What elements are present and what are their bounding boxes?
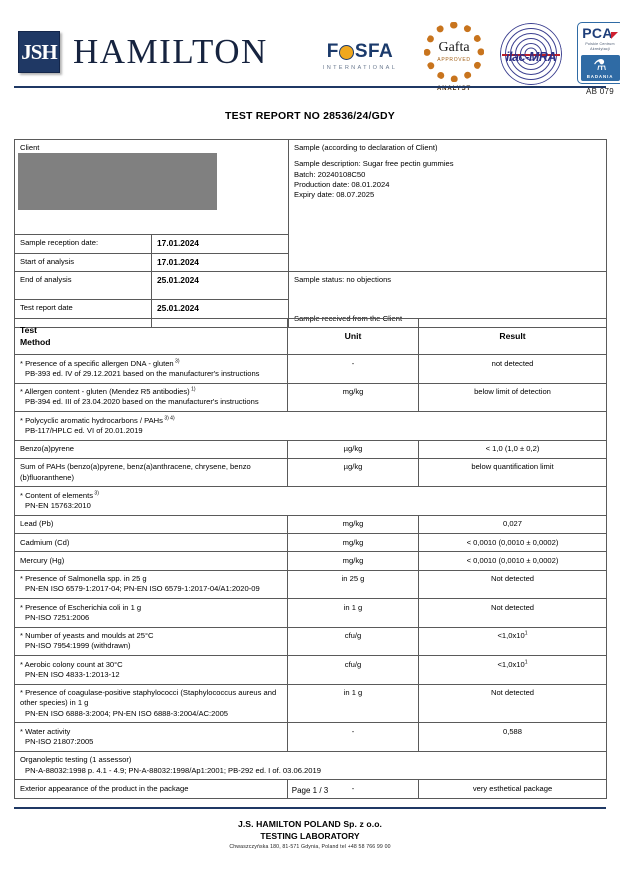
unit-cell: mg/kg: [288, 552, 419, 570]
table-row: [15, 534, 607, 552]
test-name: * Aerobic colony count at 30°C: [20, 659, 123, 669]
unit-cell: -: [288, 723, 419, 752]
sample-status: Sample status: no objections: [294, 274, 392, 284]
test-name: * Water activity: [20, 726, 71, 736]
result-cell: not detected: [419, 355, 607, 384]
fosfa-subtitle: INTERNATIONAL: [322, 65, 398, 71]
date-value-start: 17.01.2024: [152, 253, 289, 271]
table-row: [15, 627, 607, 656]
test-method: PN-ISO 7954:1999 (withdrawn): [25, 641, 131, 651]
unit-cell: mg/kg: [288, 534, 419, 552]
test-method: PN-A-88032:1998 p. 4.1 - 4.9; PN-A-88032:1998/Ap1:2001; PB-292 ed. I of. 03.06.2019: [25, 765, 321, 775]
pca-logo: [570, 22, 620, 96]
table-row: [15, 355, 607, 384]
test-method-cell: [15, 355, 288, 384]
sample-production-date: Production date: 08.01.2024: [294, 179, 390, 189]
jsh-monogram-icon: JSH: [18, 31, 60, 73]
test-name: * Polycyclic aromatic hydrocarbons / PAHs $^{3) 4)}$: [20, 415, 175, 425]
result-cell: < 0,0010 (0,0010 ± 0,0002): [419, 534, 607, 552]
date-row-end: [15, 271, 607, 299]
table-row: [15, 487, 607, 516]
unit-cell: -: [288, 780, 419, 798]
hamilton-logo: [18, 31, 268, 73]
result-cell: Not detected: [419, 684, 607, 723]
date-label-reception: Sample reception date:: [15, 235, 152, 253]
unit-cell: mg/kg: [288, 383, 419, 412]
globe-icon: [339, 45, 354, 60]
gafta-seal-icon: [424, 22, 484, 82]
unit-cell: µg/kg: [288, 458, 419, 487]
gafta-approved-label: APPROVED: [437, 57, 471, 63]
date-value-reception: 17.01.2024: [152, 235, 289, 253]
footnote-marker: 3) 4): [162, 415, 175, 422]
sample-cell: [289, 140, 607, 272]
test-method: PN-EN 15763:2010: [25, 501, 91, 511]
result-cell: $<1,0x10^1$: [419, 627, 607, 656]
date-label-start: Start of analysis: [15, 253, 152, 271]
sample-expiry-date: Expiry date: 08.07.2025: [294, 190, 375, 199]
test-method: PB-394 ed. III of 23.04.2020 based on the manufacturer's instructions: [25, 397, 259, 407]
result-cell: 0,588: [419, 723, 607, 752]
test-method-cell: [15, 440, 288, 458]
unit-cell: -: [288, 355, 419, 384]
test-method: PN-ISO 7251:2006: [25, 612, 90, 622]
gafta-logo: [418, 22, 490, 92]
unit-cell: in 25 g: [288, 570, 419, 599]
header-method-label: Method: [20, 336, 51, 347]
footer-divider: [14, 807, 606, 809]
test-name: Exterior appearance of the product in the package: [20, 783, 189, 793]
test-group-heading-cell: [15, 412, 607, 441]
test-method: PN-ISO 21807:2005: [25, 737, 94, 747]
header-test-method: [15, 319, 288, 355]
ilac-text: ilac-MRA: [505, 50, 557, 65]
result-cell: Not detected: [419, 570, 607, 599]
test-name: Benzo(a)pyrene: [20, 444, 75, 454]
header-divider: [14, 86, 606, 88]
fosfa-name-prefix: F: [326, 41, 339, 62]
client-sample-table: [14, 139, 607, 328]
unit-cell: in 1 g: [288, 684, 419, 723]
test-group-heading-cell: [15, 487, 607, 516]
header-result: Result: [419, 319, 607, 355]
test-name: * Presence of coagulase-positive staphylococci (Staphylococcus aureus and other species) in 1 g: [20, 688, 277, 708]
table-row: [15, 552, 607, 570]
date-value-end: 25.01.2024: [152, 271, 289, 299]
result-cell: below limit of detection: [419, 383, 607, 412]
brand-name: HAMILTON: [73, 32, 268, 71]
table-row: [15, 656, 607, 685]
pca-subtitle: Polskie Centrum Akredytacji: [585, 42, 615, 51]
unit-cell: µg/kg: [288, 440, 419, 458]
sample-batch: Batch: 20240108C50: [294, 169, 366, 179]
sample-heading: Sample (according to declaration of Client): [294, 143, 438, 152]
certification-logos: [312, 22, 615, 104]
result-cell: < 0,0010 (0,0010 ± 0,0002): [419, 552, 607, 570]
flask-icon: ⚗: [593, 56, 607, 74]
test-group-heading-cell: [15, 751, 607, 780]
test-method: PB-117/HPLC ed. VI of 20.01.2019: [25, 425, 143, 435]
test-name: Mercury (Hg): [20, 555, 65, 565]
result-cell: $<1,0x10^1$: [419, 656, 607, 685]
footnote-marker: 3): [173, 358, 180, 365]
client-details-redaction: [18, 153, 217, 210]
test-name: * Presence of Escherichia coli in 1 g: [20, 602, 142, 612]
table-row: [15, 458, 607, 487]
test-method-cell: [15, 627, 288, 656]
test-name: * Number of yeasts and moulds at 25°C: [20, 631, 154, 641]
gafta-analyst-label: ANALYST: [436, 86, 472, 92]
test-method-cell: [15, 458, 288, 487]
document-header: [0, 0, 620, 104]
result-exponent: 1: [524, 659, 528, 666]
table-row: [15, 723, 607, 752]
result-cell: Not detected: [419, 599, 607, 628]
document-footer: [0, 819, 620, 850]
unit-cell: cfu/g: [288, 656, 419, 685]
table-row: [15, 570, 607, 599]
pca-badania-label: BADANIA: [586, 73, 614, 79]
pca-red-accent-icon: [611, 32, 618, 39]
header-unit: Unit: [288, 319, 419, 355]
footer-lab-name: TESTING LABORATORY: [260, 831, 360, 841]
table-row: [15, 383, 607, 412]
date-label-report: Test report date: [15, 300, 152, 328]
page-number: Page 1 / 3: [291, 786, 329, 795]
test-name: * Presence of a specific allergen DNA - gluten $^{3)}$: [20, 358, 180, 368]
sample-description: Sample description: Sugar free pectin gummies: [294, 159, 454, 169]
test-method-cell: [15, 723, 288, 752]
pca-acronym: PCA: [582, 25, 613, 41]
pca-badge: [577, 22, 620, 84]
unit-cell: mg/kg: [288, 515, 419, 533]
pca-accreditation-code: AB 079: [585, 86, 615, 96]
test-name: * Allergen content - gluten (Mendez R5 antibodies) $^{1)}$: [20, 386, 196, 397]
date-label-end: End of analysis: [15, 271, 152, 299]
unit-cell: in 1 g: [288, 599, 419, 628]
footnote-marker: 1): [189, 386, 196, 393]
table-row: [15, 599, 607, 628]
ilac-mra-logo: [498, 23, 564, 85]
result-cell: 0,027: [419, 515, 607, 533]
fosfa-logo: [312, 42, 408, 71]
header-test-label: Test: [20, 325, 38, 335]
test-method-cell: [15, 656, 288, 685]
results-header-row: [15, 319, 607, 355]
table-row: [15, 751, 607, 780]
table-row: [15, 440, 607, 458]
table-row: [15, 412, 607, 441]
results-table: [14, 318, 607, 799]
result-cell: very esthetical package: [419, 780, 607, 798]
ilac-circle-icon: [500, 23, 562, 85]
test-method-cell: [15, 599, 288, 628]
test-method-cell: [15, 684, 288, 723]
page-title: TEST REPORT NO 28536/24/GDY: [225, 110, 395, 122]
table-row: [15, 684, 607, 723]
client-label: Client: [20, 143, 40, 152]
test-name: Sum of PAHs (benzo(a)pyrene, benz(a)anthracene, chrysene, benzo (b)fluoranthene): [20, 462, 251, 482]
test-name: Organoleptic testing (1 assessor): [20, 755, 132, 765]
test-method: PN-EN ISO 6888-3:2004; PN-EN ISO 6888-3:2004/AC:2005: [25, 708, 229, 718]
test-method-cell: [15, 570, 288, 599]
client-cell: [15, 140, 289, 235]
test-name: * Content of elements $^{3)}$: [20, 490, 99, 500]
test-method: PN-EN ISO 6579-1:2017-04; PN-EN ISO 6579-1:2017-04/A1:2020-09: [25, 584, 260, 594]
test-name: Lead (Pb): [20, 519, 54, 529]
gafta-name: Gafta: [438, 40, 470, 55]
footnote-marker: 3): [93, 490, 99, 497]
result-exponent: 1: [524, 630, 528, 637]
unit-cell: cfu/g: [288, 627, 419, 656]
fosfa-name-suffix: SFA: [354, 41, 394, 62]
table-row: [15, 515, 607, 533]
date-value-report: 25.01.2024: [152, 300, 289, 328]
test-method-cell: [15, 383, 288, 412]
test-name: Cadmium (Cd): [20, 537, 70, 547]
footer-company-name: J.S. HAMILTON POLAND Sp. z o.o.: [237, 819, 383, 829]
test-method-cell: [15, 515, 288, 533]
test-method: PN-EN ISO 4833-1:2013-12: [25, 669, 120, 679]
result-cell: below quantification limit: [419, 458, 607, 487]
client-sample-row: [15, 140, 607, 235]
result-cell: < 1,0 (1,0 ± 0,2): [419, 440, 607, 458]
test-method: PB-393 ed. IV of 29.12.2021 based on the manufacturer's instructions: [25, 368, 260, 378]
sample-received-note: Sample received from the Client: [294, 314, 403, 324]
footer-address: Chwaszczyńska 180, 81-571 Gdynia, Poland tel +48 58 766 99 00: [229, 844, 391, 850]
test-method-cell: [15, 552, 288, 570]
test-name: * Presence of Salmonella spp. in 25 g: [20, 574, 147, 584]
test-method-cell: [15, 534, 288, 552]
